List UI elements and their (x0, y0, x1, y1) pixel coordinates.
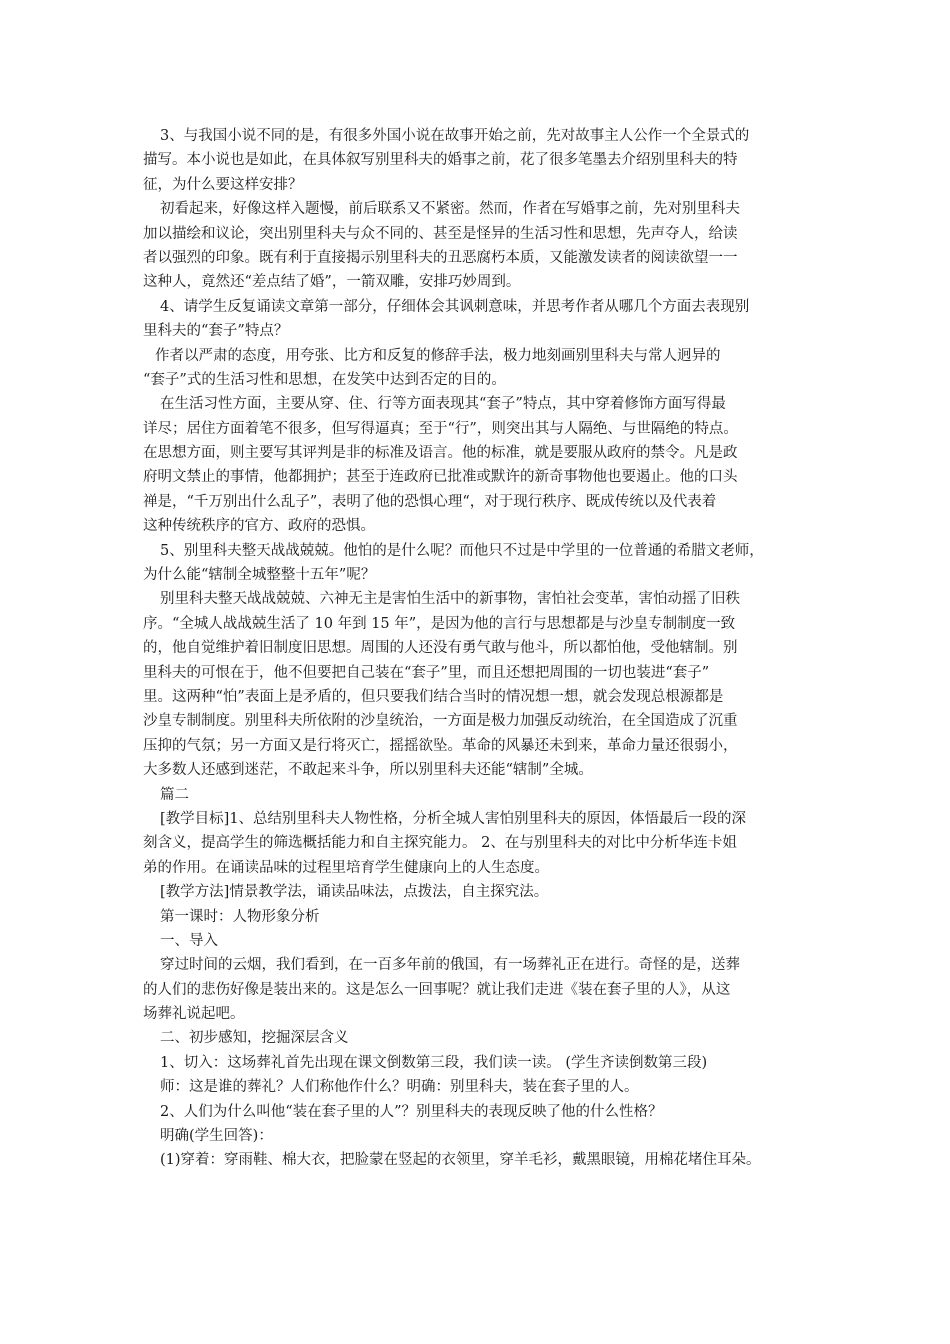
text-line: 作者以严肃的态度，用夸张、比方和反复的修辞手法，极力地刻画别里科夫与常人迥异的 (155, 347, 721, 364)
text-line: 在思想方面，则主要写其评判是非的标准及语言。他的标准，就是要服从政府的禁令。凡是政 (143, 445, 738, 462)
text-line: 第一课时：人物形象分析 (160, 908, 320, 925)
text-line: 4、请学生反复诵读文章第一部分，仔细体会其讽刺意味，并思考作者从哪几个方面去表现别 (160, 298, 750, 315)
text-line: 的人们的悲伤好像是装出来的。这是怎么一回事呢？就让我们走进《装在套子里的人》，从这 (143, 981, 731, 998)
text-line: 2、人们为什么叫他“装在套子里的人”？别里科夫的表现反映了他的什么性格？ (160, 1103, 663, 1120)
text-line: 府明文禁止的事情，他都拥护；甚至于连政府已批准或默许的新奇事物他也要遏止。他的口头 (143, 469, 738, 486)
text-line: 弟的作用。在诵读品味的过程里培育学生健康向上的人生态度。 (143, 859, 549, 876)
text-line: [教学目标]1、总结别里科夫人物性格，分析全城人害怕别里科夫的原因，体悟最后一段的深 (160, 810, 747, 827)
text-line: (1)穿着：穿雨鞋、棉大衣，把脸蒙在竖起的衣领里，穿羊毛衫，戴黑眼镜，用棉花堵住耳朵。 (160, 1152, 761, 1169)
text-line: 沙皇专制制度。别里科夫所依附的沙皇统治，一方面是极力加强反动统治，在全国造成了沉重 (143, 713, 738, 730)
text-line: 刻含义，提高学生的筛选概括能力和自主探究能力。 2、在与别里科夫的对比中分析华连卡姐 (143, 835, 737, 852)
document-body (143, 124, 823, 1173)
text-line: 5、别里科夫整天战战兢兢。他怕的是什么呢？而他只不过是中学里的一位普通的希腊文老师， (160, 542, 764, 559)
text-line: 1、切入：这场葬礼首先出现在课文倒数第三段，我们读一读。 (学生齐读倒数第三段) (160, 1054, 708, 1071)
text-line: 序。“全城人战战兢生活了 10 年到 15 年”，是因为他的言行与思想都是与沙皇专制制度一致 (143, 615, 736, 632)
text-line: 里。这两种“怕”表面上是矛盾的，但只要我们结合当时的情况想一想，就会发现总根源都是 (143, 688, 724, 705)
text-line: 加以描绘和议论，突出别里科夫与众不同的、甚至是怪异的生活习性和思想，先声夺人，给读 (143, 225, 738, 242)
text-line: 明确(学生回答)： (160, 1128, 273, 1145)
text-line: 里科夫的可恨在于，他不但要把自己装在“套子”里，而且还想把周围的一切也装进“套子” (143, 664, 710, 681)
text-line: 里科夫的“套子”特点？ (143, 323, 289, 340)
text-line: 为什么能“辖制全城整整十五年”呢？ (143, 567, 376, 584)
text-line: 压抑的气氛；另一方面又是行将灭亡，摇摇欲坠。革命的风暴还未到来，革命力量还很弱小， (143, 737, 738, 754)
text-line: 穿过时间的云烟，我们看到，在一百多年前的俄国，有一场葬礼正在进行。奇怪的是，送葬 (160, 957, 740, 974)
text-line: 描写。本小说也是如此，在具体叙写别里科夫的婚事之前，花了很多笔墨去介绍别里科夫的特 (143, 152, 738, 169)
text-line: 大多数人还感到迷茫，不敢起来斗争，所以别里科夫还能“辖制”全城。 (143, 762, 593, 779)
text-line: 的，他自觉维护着旧制度旧思想。周围的人还没有勇气敢与他斗，所以都怕他，受他辖制。别 (143, 640, 738, 657)
text-line: 3、与我国小说不同的是，有很多外国小说在故事开始之前，先对故事主人公作一个全景式的 (160, 128, 750, 144)
text-line: 别里科夫整天战战兢兢、六神无主是害怕生活中的新事物，害怕社会变革，害怕动摇了旧秩 (160, 591, 740, 608)
text-line: 在生活习性方面，主要从穿、住、行等方面表现其“套子”特点，其中穿着修饰方面写得最 (160, 396, 726, 413)
text-line: 这种传统秩序的官方、政府的恐惧。 (143, 518, 375, 535)
text-line: [教学方法]情景教学法，诵读品味法，点拨法，自主探究法。 (160, 884, 549, 901)
text-line: 师：这是谁的葬礼？人们称他作什么？明确：别里科夫，装在套子里的人。 (160, 1079, 639, 1096)
text-line: 者以强烈的印象。既有利于直接揭示别里科夫的丑恶腐朽本质，又能激发读者的阅读欲望一一 (143, 249, 738, 266)
text-line: 禅是，“千万别出什么乱子”，表明了他的恐惧心理“，对于现行秩序、既成传统以及代表着 (143, 493, 717, 510)
text-line: 征，为什么要这样安排？ (143, 176, 303, 193)
section-heading: 篇二 (160, 786, 189, 803)
text-line: 详尽；居住方面着笔不很多，但写得逼真；至于“行”，则突出其与人隔绝、与世隔绝的特点。 (143, 420, 738, 437)
text-line: 二、初步感知，挖掘深层含义 (160, 1030, 349, 1047)
text-line: 一、导入 (160, 932, 218, 949)
text-line: 这种人，竟然还“差点结了婚”，一箭双雕，安排巧妙周到。 (143, 274, 521, 291)
text-line: “套子”式的生活习性和思想，在发笑中达到否定的目的。 (143, 371, 506, 388)
text-line: 场葬礼说起吧。 (143, 1006, 245, 1023)
text-line: 初看起来，好像这样入题慢，前后联系又不紧密。然而，作者在写婚事之前，先对别里科夫 (160, 201, 740, 218)
